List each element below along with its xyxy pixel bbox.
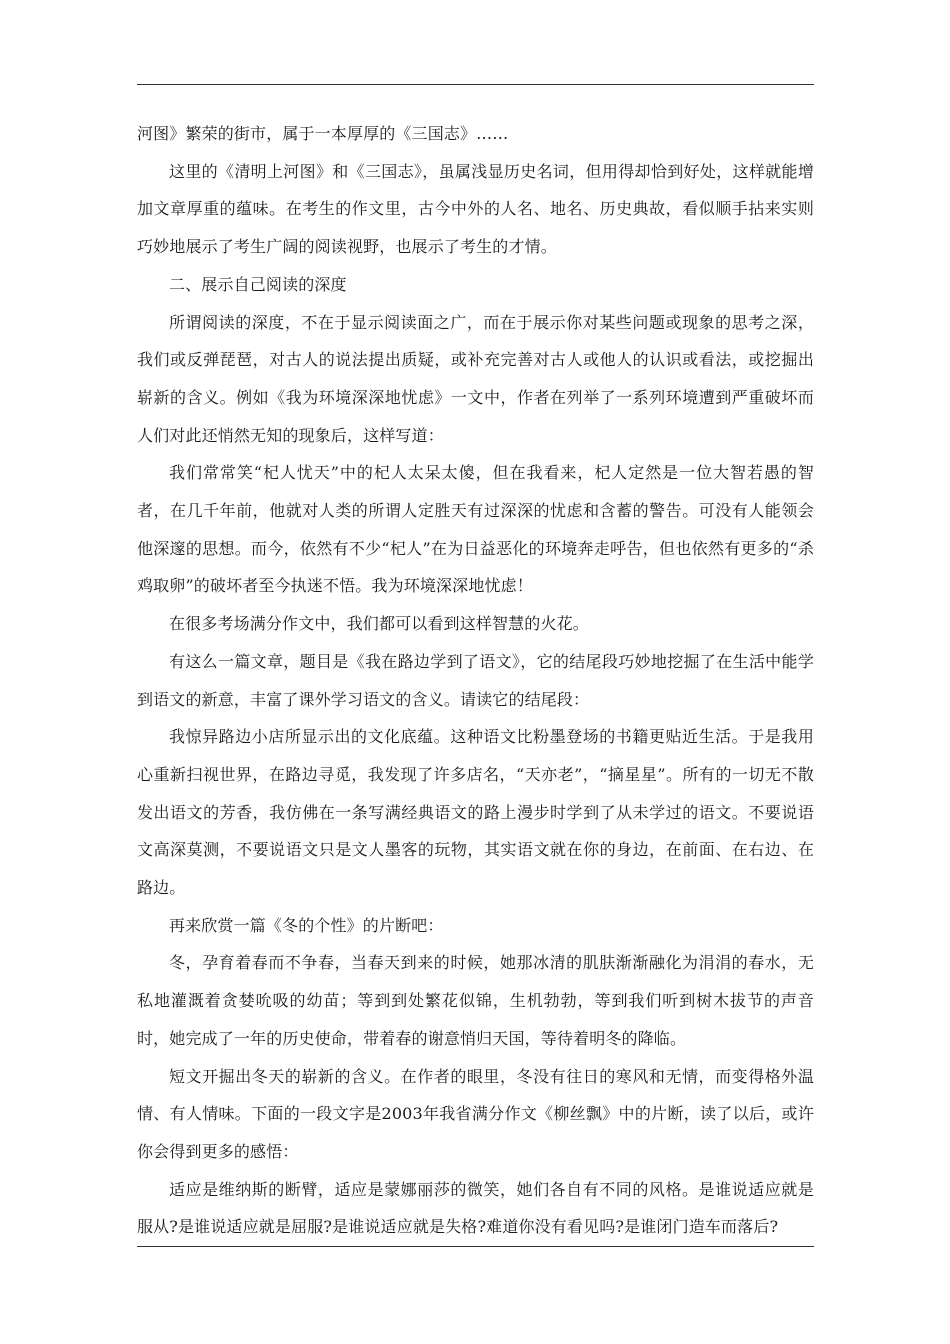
quote-adaptation: 适应是维纳斯的断臂，适应是蒙娜丽莎的微笑，她们各自有不同的风格。是谁说适应就是服从?是谁说适应就是屈服?是谁说适应就是失格?难道你没有看见吗?是谁闭门造车而落后?	[137, 1179, 814, 1237]
section-heading: 二、展示自己阅读的深度	[169, 274, 347, 294]
paragraph-winter-commentary: 短文开掘出冬天的崭新的含义。在作者的眼里，冬没有往日的寒风和无情，而变得格外温情、有人情味。下面的一段文字是2003年我省满分作文《柳丝飘》中的片断，读了以后，或许你会得到更多的感悟：	[137, 1066, 814, 1161]
paragraph-commentary: 这里的《清明上河图》和《三国志》，虽属浅显历史名词，但用得却恰到好处，这样就能增加文章厚重的蕴味。在考生的作文里，古今中外的人名、地名、历史典故，看似顺手拈来实则巧妙地展示了考生广阔的阅读视野，也展示了考生的才情。	[137, 161, 814, 257]
paragraph-depth-intro: 所谓阅读的深度，不在于显示阅读面之广，而在于展示你对某些问题或现象的思考之深，我们或反弹琵琶，对古人的说法提出质疑，或补充完善对古人或他人的认识或看法，或挖掘出崭新的含义。例如《我为环境深深地忧虑》一文中，作者在列举了一系列环境遭到严重破坏而人们对此还悄然无知的现象后，这样写道：	[137, 312, 814, 445]
header-rule	[137, 84, 814, 85]
footer-rule	[137, 1246, 814, 1247]
quote-roadside: 我惊异路边小店所显示出的文化底蕴。这种语文比粉墨登场的书籍更贴近生活。于是我用心重新扫视世界，在路边寻觅，我发现了许多店名，“天亦老”，“摘星星”。所有的一切无不散发出语文的芳香，我仿佛在一条写满经典语文的路上漫步时学到了从未学过的语文。不要说语文高深莫测，不要说语文只是文人墨客的玩物，其实语文就在你的身边，在前面、在右边、在路边。	[137, 727, 814, 898]
quote-qiren: 我们常常笑“杞人忧天”中的杞人太呆太傻，但在我看来，杞人定然是一位大智若愚的智者，在几千年前，他就对人类的所谓人定胜天有过深深的忧虑和含蓄的警告。可没有人能领会他深邃的思想。而今，依然有不少“杞人”在为日益恶化的环境奔走呼告，但也依然有更多的“杀鸡取卵”的破坏者至今执迷不悟。我为环境深深地忧虑！	[137, 463, 814, 596]
paragraph-wisdom: 在很多考场满分作文中，我们都可以看到这样智慧的火花。	[169, 614, 589, 634]
quote-winter: 冬，孕育着春而不争春，当春天到来的时候，她那冰清的肌肤渐渐融化为涓涓的春水，无私地灌溉着贪婪吮吸的幼苗；等到到处繁花似锦，生机勃勃，等到我们听到树木拔节的声音时，她完成了一年的历史使命，带着春的谢意悄归天国，等待着明冬的降临。	[137, 953, 814, 1048]
paragraph-continuation: 河图》繁荣的街市，属于一本厚厚的《三国志》……	[137, 124, 509, 143]
paragraph-roadside-intro: 有这么一篇文章，题目是《我在路边学到了语文》，它的结尾段巧妙地挖掘了在生活中能学到语文的新意，丰富了课外学习语文的含义。请读它的结尾段：	[137, 651, 814, 709]
paragraph-winter-intro: 再来欣赏一篇《冬的个性》的片断吧：	[169, 915, 444, 935]
document-body	[137, 115, 814, 1246]
